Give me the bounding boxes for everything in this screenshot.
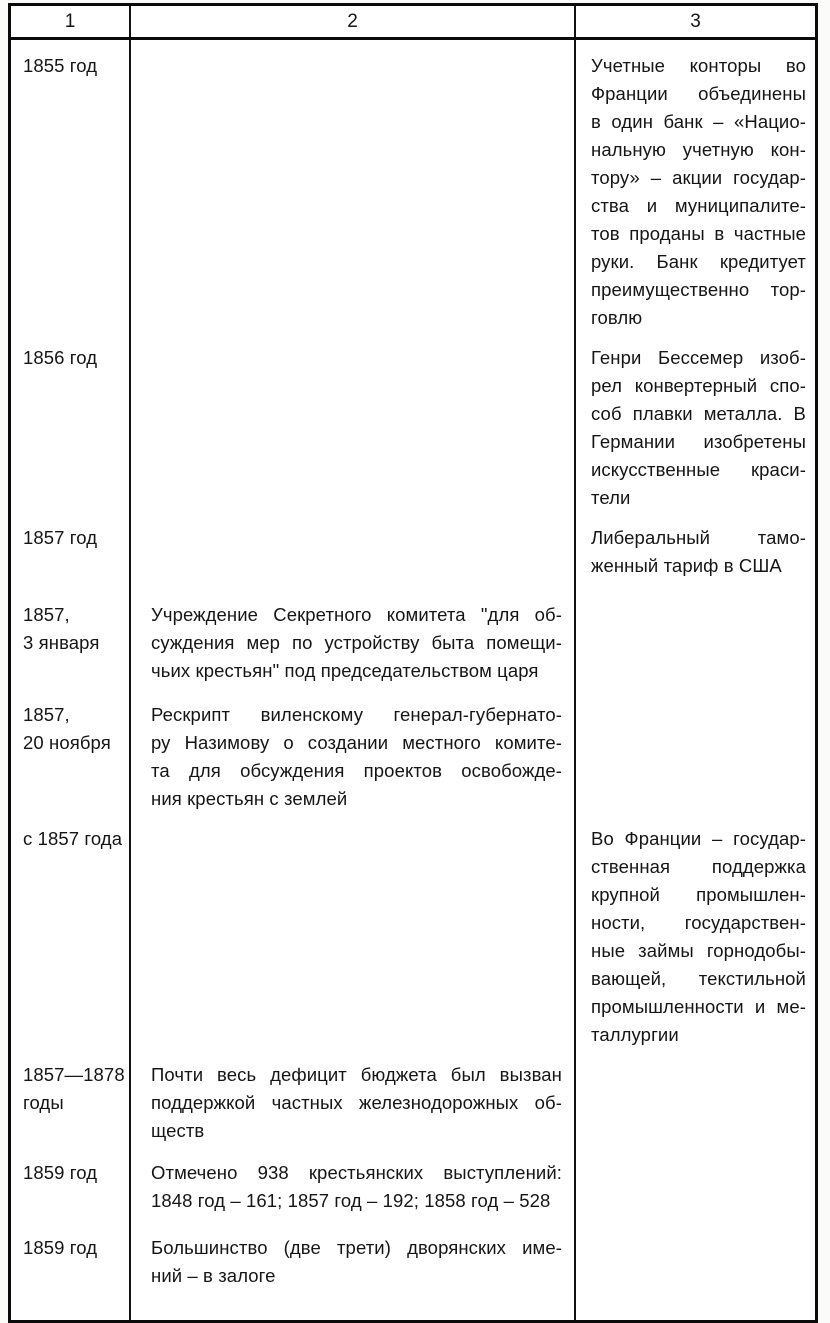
text-line: 1856 год xyxy=(23,347,98,368)
text-line: 1857, xyxy=(23,604,70,625)
table-row xyxy=(11,512,815,589)
russia-event-cell xyxy=(131,40,576,332)
world-event-cell xyxy=(576,332,815,512)
table-body xyxy=(11,40,815,1320)
text-line: искусственные краси- xyxy=(591,459,806,480)
text-line: 1857, xyxy=(23,704,70,725)
text-line: 1857 год xyxy=(23,527,98,548)
text-line: тору» – акции государ- xyxy=(591,167,806,188)
text-line: соб плавки металла. В xyxy=(591,403,806,424)
text-line: Германии изобретены xyxy=(591,431,806,452)
date-cell xyxy=(11,512,131,589)
world-event-cell xyxy=(576,40,815,332)
text-line: Либеральный тамо- xyxy=(591,527,806,548)
world-event-cell xyxy=(576,1147,815,1222)
world-event-cell xyxy=(576,1222,815,1320)
table-row xyxy=(11,589,815,689)
text-line: 1859 год xyxy=(23,1162,98,1183)
russia-event-cell xyxy=(131,1222,576,1320)
text-line: таллургии xyxy=(591,1024,679,1045)
text-line: ные займы горнодобы- xyxy=(591,940,806,961)
text-line: 20 ноября xyxy=(23,732,111,753)
text-line: Учетные конторы во xyxy=(591,55,806,76)
text-line: Большинство (две трети) дворянских име- xyxy=(151,1237,562,1258)
date-cell xyxy=(11,1049,131,1147)
text-line: говлю xyxy=(591,307,643,328)
table-row xyxy=(11,1147,815,1222)
text-line: крупной промышлен- xyxy=(591,884,806,905)
date-cell xyxy=(11,1222,131,1320)
text-line: Генри Бессемер изоб- xyxy=(591,347,806,368)
text-line: 1855 год xyxy=(23,55,98,76)
text-line: Отмечено 938 крестьянских выступлений: xyxy=(151,1162,562,1183)
text-line: Почти весь дефицит бюджета был вызван xyxy=(151,1064,562,1085)
date-cell xyxy=(11,332,131,512)
text-line: суждения мер по устройству быта помещи- xyxy=(151,632,562,653)
date-cell xyxy=(11,689,131,813)
text-line: ния крестьян с землей xyxy=(151,788,348,809)
text-line: Учреждение Секретного комитета "для об- xyxy=(151,604,562,625)
text-line: вающей, текстильной xyxy=(591,968,806,989)
russia-event-cell xyxy=(131,512,576,589)
table-row xyxy=(11,1222,815,1320)
table-row xyxy=(11,813,815,1049)
world-event-cell xyxy=(576,589,815,689)
russia-event-cell xyxy=(131,813,576,1049)
chronology-table xyxy=(8,3,818,1323)
russia-event-cell xyxy=(131,332,576,512)
text-line: ства и муниципалите- xyxy=(591,195,806,216)
table-row xyxy=(11,1049,815,1147)
text-line: тов проданы в частные xyxy=(591,223,806,244)
text-line: 1848 год – 161; 1857 год – 192; 1858 год – 528 xyxy=(151,1190,551,1211)
text-line: тели xyxy=(591,487,631,508)
text-line: 1857—1878 xyxy=(23,1064,125,1085)
text-line: промышленности и ме- xyxy=(591,996,806,1017)
text-line: Во Франции – государ- xyxy=(591,828,806,849)
table-row xyxy=(11,332,815,512)
table-header-row xyxy=(11,6,815,40)
date-cell xyxy=(11,813,131,1049)
table-row xyxy=(11,40,815,332)
text-line: ственная поддержка xyxy=(591,856,806,877)
text-line: преимущественно тор- xyxy=(591,279,806,300)
world-event-cell xyxy=(576,512,815,589)
text-line: нальную учетную кон- xyxy=(591,139,806,160)
world-event-cell xyxy=(576,813,815,1049)
text-line: с 1857 года xyxy=(23,828,123,849)
russia-event-cell xyxy=(131,1147,576,1222)
text-line: женный тариф в США xyxy=(591,555,782,576)
russia-event-cell xyxy=(131,1049,576,1147)
russia-event-cell xyxy=(131,689,576,813)
text-line: та для обсуждения проектов освобожде- xyxy=(151,760,562,781)
text-line: чьих крестьян" под председательством царя xyxy=(151,660,539,681)
russia-event-cell xyxy=(131,589,576,689)
text-line: Рескрипт виленскому генерал-губернато- xyxy=(151,704,562,725)
column-header-world: 3 xyxy=(690,10,701,32)
date-cell xyxy=(11,589,131,689)
text-line: 3 января xyxy=(23,632,100,653)
text-line: рел конвертерный спо- xyxy=(591,375,806,396)
text-line: ний – в залоге xyxy=(151,1265,276,1286)
date-cell xyxy=(11,1147,131,1222)
text-line: Франции объединены xyxy=(591,83,806,104)
text-line: годы xyxy=(23,1092,64,1113)
column-header-russia: 2 xyxy=(131,6,576,37)
text-line: ществ xyxy=(151,1120,205,1141)
text-line: руки. Банк кредитует xyxy=(591,251,806,272)
date-cell xyxy=(11,40,131,332)
text-line: 1859 год xyxy=(23,1237,98,1258)
world-event-cell xyxy=(576,689,815,813)
text-line: ности, государствен- xyxy=(591,912,806,933)
table-row xyxy=(11,689,815,813)
text-line: в один банк – «Нацио- xyxy=(591,111,806,132)
text-line: ру Назимову о создании местного комите- xyxy=(151,732,562,753)
text-line: поддержкой частных железнодорожных об- xyxy=(151,1092,562,1113)
world-event-cell xyxy=(576,1049,815,1147)
column-header-dates: 1 xyxy=(11,6,131,37)
